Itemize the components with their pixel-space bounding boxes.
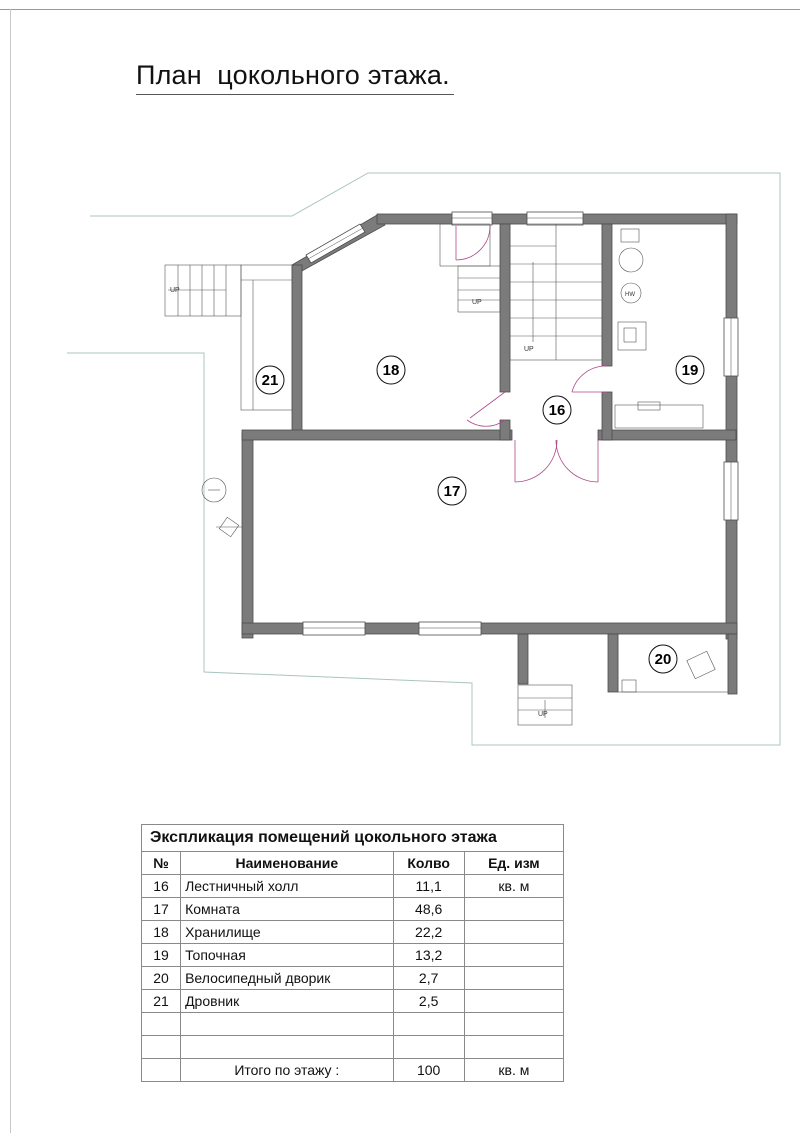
cell-unit [464,921,563,944]
explication-table [141,824,564,1082]
up-label-outdoor: UP [170,287,180,294]
window-top-1 [452,212,492,225]
wall-entry-right [608,634,618,692]
table-row [142,921,564,944]
cell-unit [464,967,563,990]
cell-qty: 13,2 [393,944,464,967]
cell-qty: 2,7 [393,967,464,990]
cell-no: 20 [142,967,181,990]
window-bottom-1 [303,622,365,635]
table-row [142,898,564,921]
room-number-18: 18 [382,362,400,379]
cell-no: 21 [142,990,181,1013]
cell-no: 16 [142,875,181,898]
door-swings [456,226,607,482]
cell-name: Велосипедный дворик [181,967,394,990]
header-name: Наименование [181,852,394,875]
cell-no [142,1013,181,1036]
table-row [142,990,564,1013]
window-top-2 [527,212,583,225]
total-row [142,1059,564,1082]
up-label-entry: UP [538,711,548,718]
cell-qty [393,1013,464,1036]
room-number-21: 21 [261,372,279,389]
explication-title: Экспликация помещений цокольного этажа [142,825,564,852]
wall-right [726,214,737,639]
up-label-hall: UP [524,346,534,353]
wall-mid-left [242,430,512,440]
wall-mid-right [598,430,736,440]
cell-unit [464,1036,563,1059]
table-row [142,1036,564,1059]
cell-unit [464,1013,563,1036]
table-row [142,875,564,898]
header-unit: Ед. изм [464,852,563,875]
cell-unit [464,944,563,967]
cell-qty: 22,2 [393,921,464,944]
cell-qty: 48,6 [393,898,464,921]
wall-hall-right [602,224,612,366]
header-no: № [142,852,181,875]
room-number-16: 16 [548,402,566,419]
cell-unit: кв. м [464,875,563,898]
table-row [142,944,564,967]
water-heater-label: HW [625,292,635,298]
total-label: Итого по этажу : [181,1059,394,1082]
boiler-equipment [615,229,703,428]
header-qty: Колво [393,852,464,875]
cell-no: 17 [142,898,181,921]
wall-left-18 [292,265,302,435]
table-row [142,1013,564,1036]
cell-name: Лестничный холл [181,875,394,898]
cell-qty: 2,5 [393,990,464,1013]
cell-name: Хранилище [181,921,394,944]
wall-right-20 [728,634,737,694]
total-unit: кв. м [464,1059,563,1082]
cell-name: Дровник [181,990,394,1013]
cell-unit [464,990,563,1013]
total-qty: 100 [393,1059,464,1082]
wall-left-17 [242,433,253,638]
windows [303,212,738,635]
room-number-17: 17 [443,483,461,500]
cell-no [142,1059,181,1082]
yard-details [202,478,242,537]
page-title: План цокольного этажа. [136,60,454,95]
cell-unit [464,898,563,921]
cell-qty [393,1036,464,1059]
room-number-19: 19 [681,362,699,379]
cell-no: 19 [142,944,181,967]
up-label-room18: UP [472,299,482,306]
wall-hall-right-lower [602,392,612,440]
stair-labels [170,287,548,718]
window-bottom-2 [419,622,481,635]
wall-entry-left [518,634,528,684]
cell-qty: 11,1 [393,875,464,898]
wall-hall-left [500,224,510,392]
cell-name [181,1013,394,1036]
table-row [142,967,564,990]
cell-name: Комната [181,898,394,921]
cell-name: Топочная [181,944,394,967]
room-number-20: 20 [654,651,672,668]
cell-name [181,1036,394,1059]
cell-no [142,1036,181,1059]
wall-hall-left-lower [500,420,510,440]
cell-no: 18 [142,921,181,944]
stairs [165,224,602,725]
